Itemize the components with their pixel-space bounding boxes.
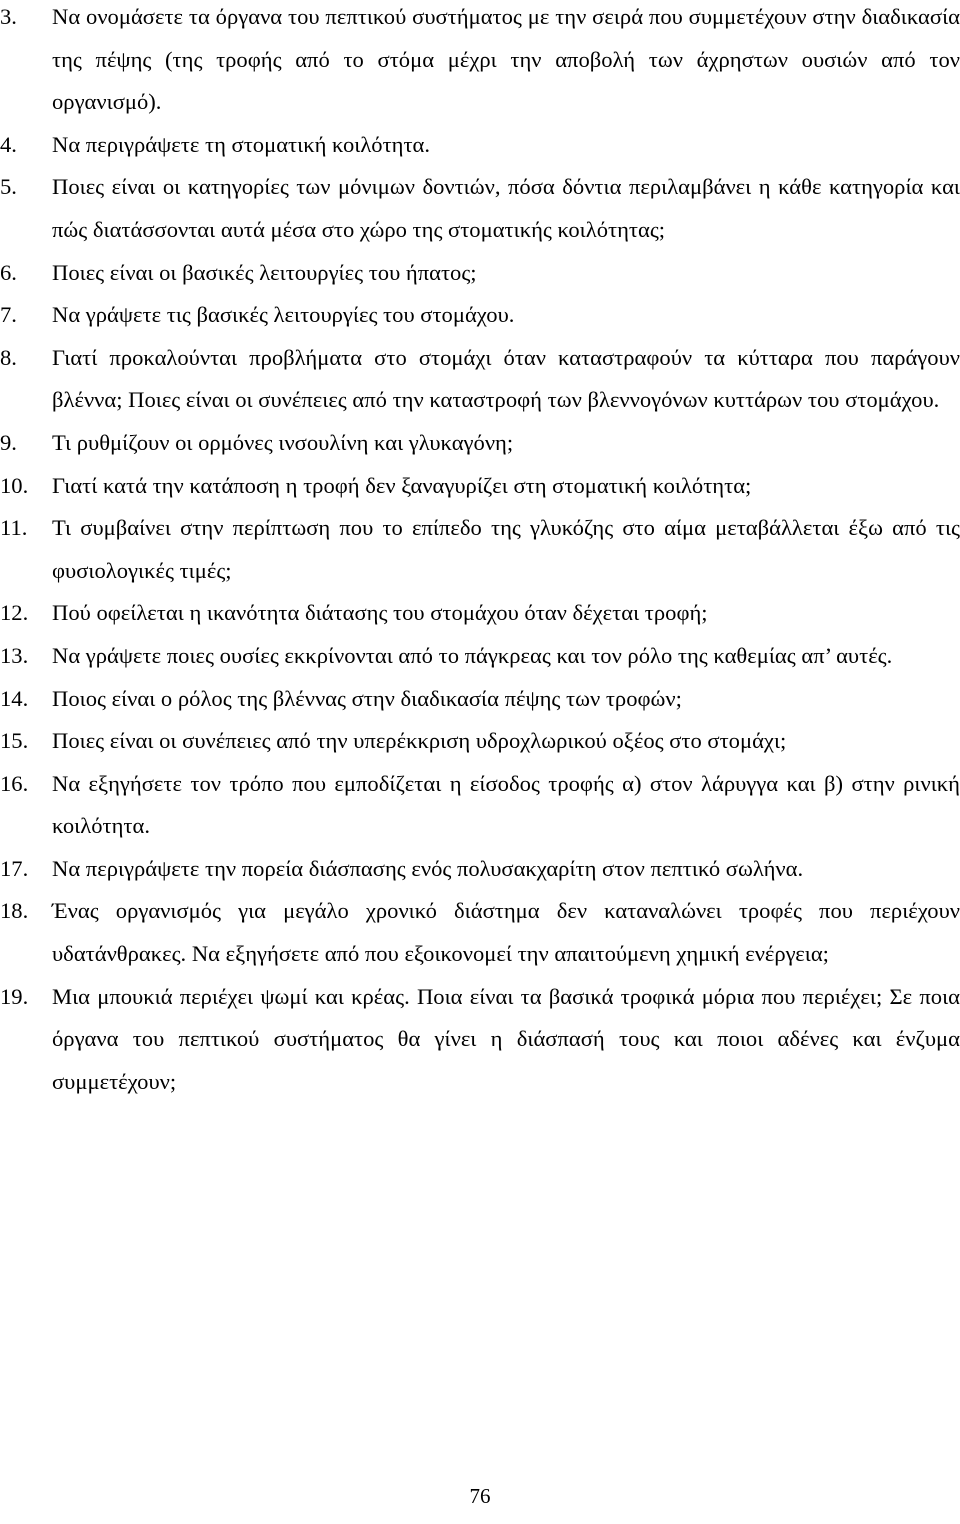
question-number: 14.: [0, 685, 29, 711]
question-text: Να περιγράψετε τη στοματική κοιλότητα.: [52, 131, 431, 157]
question-number: 7.: [0, 302, 17, 328]
question-8: [0, 337, 960, 422]
question-number: 10.: [0, 472, 29, 498]
question-text: Ποιες είναι οι βασικές λειτουργίες του ήπατος;: [52, 259, 477, 285]
question-text: Γιατί κατά την κατάποση η τροφή δεν ξαναγυρίζει στη στοματική κοιλότητα;: [52, 472, 752, 498]
question-number: 18.: [0, 898, 29, 924]
question-17: [0, 848, 960, 891]
question-number: 9.: [0, 429, 17, 455]
question-text: Να γράψετε τις βασικές λειτουργίες του στομάχου.: [52, 302, 515, 328]
question-number: 12.: [0, 600, 29, 626]
question-6: [0, 252, 960, 295]
page-number: 76: [469, 1484, 491, 1508]
question-7: [0, 294, 960, 337]
question-number: 6.: [0, 259, 17, 285]
question-11: [0, 507, 960, 592]
question-text: Ποιες είναι οι κατηγορίες των μόνιμων δοντιών, πόσα δόντια περιλαμβάνει η κάθε κατηγορία και πώς διατάσσονται αυτά μέσα στο χώρο της στοματικής κοιλότητας;: [52, 174, 960, 242]
question-text: Ποιες είναι οι συνέπειες από την υπερέκκριση υδροχλωρικού οξέος στο στομάχι;: [52, 728, 787, 754]
question-text: Μια μπουκιά περιέχει ψωμί και κρέας. Ποια είναι τα βασικά τροφικά μόρια που περιέχει; Σε ποια όργανα του πεπτικού συστήματος θα γίνει η διάσπασή τους και ποιοι αδένες και ένζυμα συμμετέχουν;: [52, 983, 960, 1094]
question-number: 17.: [0, 855, 29, 881]
question-3: [0, 0, 960, 124]
question-number: 11.: [0, 515, 28, 541]
question-text: Να εξηγήσετε τον τρόπο που εμποδίζεται η είσοδος τροφής α) στον λάρυγγα και β) στην ρινική κοιλότητα.: [52, 770, 960, 839]
question-text: Τι ρυθμίζουν οι ορμόνες ινσουλίνη και γλυκαγόνη;: [52, 429, 514, 455]
question-9: [0, 422, 960, 465]
question-16: [0, 763, 960, 848]
question-18: [0, 890, 960, 975]
question-number: 5.: [0, 174, 17, 200]
question-number: 8.: [0, 344, 17, 370]
question-19: [0, 976, 960, 1104]
question-10: [0, 465, 960, 508]
question-text: Να γράψετε ποιες ουσίες εκκρίνονται από το πάγκρεας και τον ρόλο της καθεμίας απ’ αυτές.: [52, 642, 893, 668]
question-text: Γιατί προκαλούνται προβλήματα στο στομάχι όταν καταστραφούν τα κύτταρα που παράγουν βλέννα; Ποιες είναι οι συνέπειες από την καταστροφή των βλεννογόνων κυττάρων του στομάχου.: [52, 344, 960, 413]
question-15: [0, 720, 960, 763]
question-5: [0, 166, 960, 251]
question-14: [0, 678, 960, 721]
question-12: [0, 592, 960, 635]
question-number: 4.: [0, 131, 17, 157]
question-text: Τι συμβαίνει στην περίπτωση που το επίπεδο της γλυκόζης στο αίμα μεταβάλλεται έξω από τις φυσιολογικές τιμές;: [52, 515, 960, 583]
question-number: 3.: [0, 4, 17, 29]
question-number: 15.: [0, 728, 29, 754]
question-text: Πού οφείλεται η ικανότητα διάτασης του στομάχου όταν δέχεται τροφή;: [52, 600, 708, 626]
question-number: 16.: [0, 770, 29, 796]
question-text: Ένας οργανισμός για μεγάλο χρονικό διάστημα δεν καταναλώνει τροφές που περιέχουν υδατάνθρακες. Να εξηγήσετε από που εξοικονομεί την απαιτούμενη χημική ενέργεια;: [52, 898, 960, 967]
question-text: Ποιος είναι ο ρόλος της βλέννας στην διαδικασία πέψης των τροφών;: [52, 685, 682, 711]
question-13: [0, 635, 960, 678]
question-text: Να ονομάσετε τα όργανα του πεπτικού συστήματος με την σειρά που συμμετέχουν στην διαδικασία της πέψης (της τροφής από το στόμα μέχρι την αποβολή των άχρηστων ουσιών από τον οργανισμό).: [52, 4, 960, 115]
question-4: [0, 124, 960, 167]
question-number: 19.: [0, 983, 29, 1009]
question-text: Να περιγράψετε την πορεία διάσπασης ενός πολυσακχαρίτη στον πεπτικό σωλήνα.: [52, 855, 804, 881]
question-number: 13.: [0, 642, 29, 668]
